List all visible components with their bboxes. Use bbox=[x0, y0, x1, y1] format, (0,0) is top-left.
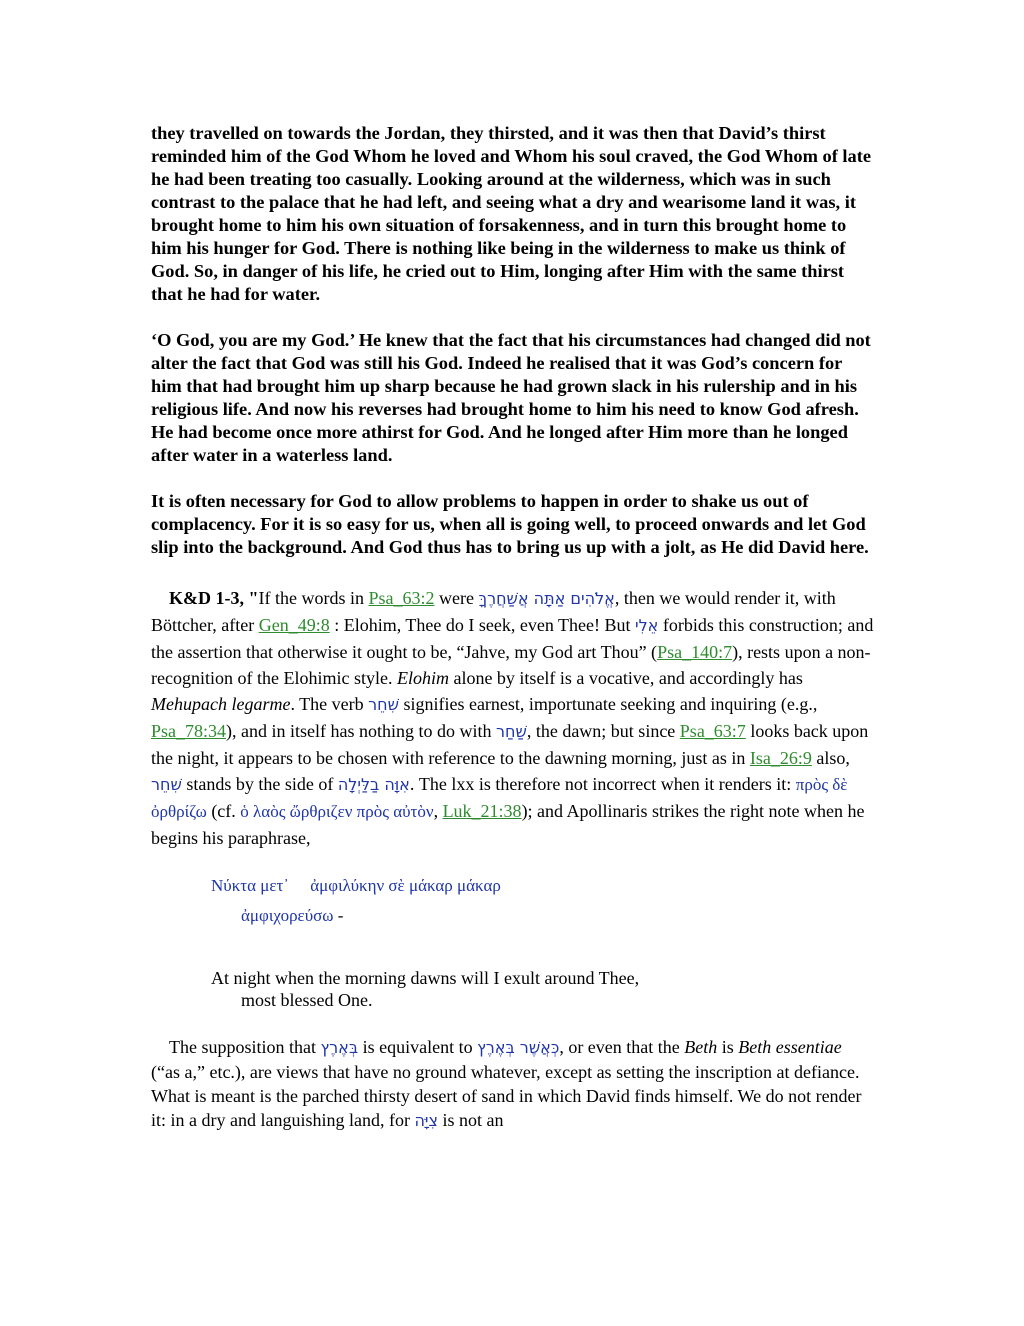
ref-psa-140-7[interactable]: Psa_140:7 bbox=[657, 642, 733, 662]
greek-poem-line-2: ἀμφιχορεύσω - bbox=[241, 906, 344, 925]
paragraph-thirst: they travelled on towards the Jordan, they thirsted, and it was then that David’s thirst reminded him of the God Whom he loved and Whom his soul craved, the God Whom of late he had been treating too casually. Looking around at the wilderness, which was in such contrast to the palace that he had left, and seeing what a dry and wearisome land it was, it brought home to him his own situation of forsakenness, and in turn this brought home to him his hunger for God. There is nothing like being in the wilderness to make us think of God. So, in danger of his life, he cried out to Him, longing after Him with the same thirst that he had for water. bbox=[151, 123, 872, 304]
paragraph-problems: It is often necessary for God to allow problems to happen in order to shake us out of complacency. For it is so easy for us, when all is going well, to proceed onwards and let God slip into the background. And God thus has to bring us up with a jolt, as He did David here. bbox=[151, 491, 869, 557]
hebrew-text: שִׁחֵר bbox=[368, 695, 399, 714]
hebrew-text: צִיָּה bbox=[414, 1111, 438, 1130]
hebrew-text: אֱלֹהִים אַתָּה אֲשַׁחֲרֶךָּ bbox=[478, 589, 615, 608]
english-poem-line-2: most blessed One. bbox=[241, 990, 373, 1010]
ref-luk-21-38[interactable]: Luk_21:38 bbox=[442, 801, 522, 821]
hebrew-text: אֵלִי bbox=[635, 616, 659, 635]
supposition-paragraph: The supposition that בְּאֶרֶץ is equivalent to כְּאֲשֶׁר בְּאֶרֶץ, or even that the Beth is Beth essentiae (“as a,” etc.), are views that have no ground whatever, except as setting the inscription at defiance. What is meant is the parched thirsty desert of sand in which David finds himself. We do not render it: in a dry and languishing land, for צִיָּה is not an bbox=[151, 1037, 862, 1130]
ref-psa-63-7[interactable]: Psa_63:7 bbox=[679, 721, 746, 741]
greek-text: ὁ λαὸς ὤρθριζεν πρὸς αὐτὸν bbox=[240, 802, 434, 821]
greek-poem-line-1: Νύκτα μετ᾽ ἀμφιλύκην σὲ μάκαρ μάκαρ bbox=[211, 876, 501, 895]
greek-text: πρὸς δὲ ὀρθρίζω bbox=[151, 775, 848, 821]
greek-poem bbox=[211, 871, 874, 931]
ref-isa-26-9[interactable]: Isa_26:9 bbox=[749, 748, 812, 768]
hebrew-text: שִׁחֵר bbox=[151, 775, 182, 794]
ref-psa-78-34[interactable]: Psa_78:34 bbox=[151, 721, 227, 741]
hebrew-text: כְּאֲשֶׁר בְּאֶרֶץ bbox=[477, 1038, 560, 1057]
english-poem-line-1: At night when the morning dawns will I exult around Thee, bbox=[211, 968, 640, 988]
english-poem bbox=[211, 967, 874, 1011]
ref-psa-63-2[interactable]: Psa_63:2 bbox=[368, 588, 435, 608]
hebrew-text: שַׁחַר bbox=[496, 722, 527, 741]
ref-gen-49-8[interactable]: Gen_49:8 bbox=[258, 615, 330, 635]
hebrew-text: אִוָּה בַלַּיְלָה bbox=[337, 775, 410, 794]
paragraph-o-god: ‘O God, you are my God.’ He knew that the fact that his circumstances had changed did not alter the fact that God was still his God. Indeed he realised that it was God’s concern for him that had brought him up sharp because he had grown slack in his rulership and in his religious life. And now his reverses had brought home to him his need to know God afresh. He had become once more athirst for God. And he longed after Him more than he longed after water in a waterless land. bbox=[151, 330, 871, 465]
kd-label: K&D 1-3, " bbox=[169, 588, 259, 608]
kd-commentary: K&D 1-3, "If the words in Psa_63:2 were אֱלֹהִים אַתָּה אֲשַׁחֲרֶךָּ, then we would render it, with Böttcher, after Gen_49:8 : Elohim, Thee do I seek, even Thee! But אֵלִי forbids this construction; and the assertion that otherwise it ought to be, “Jahve, my God art Thou” (Psa_140:7), rests upon a non-recognition of the Elohimic style. Elohim alone by itself is a vocative, and accordingly has Mehupach legarme. The verb שִׁחֵר signifies earnest, importunate seeking and inquiring (e.g., Psa_78:34), and in itself has nothing to do with שַׁחַר, the dawn; but since Psa_63:7 looks back upon the night, it appears to be chosen with reference to the dawning morning, just as in Isa_26:9 also, שִׁחֵר stands by the side of אִוָּה בַלַּיְלָה. The lxx is therefore not incorrect when it renders it: πρὸς δὲ ὀρθρίζω (cf. ὁ λαὸς ὤρθριζεν πρὸς αὐτὸν, Luk_21:38); and Apollinaris strikes the right note when he begins his paraphrase, bbox=[151, 588, 874, 848]
hebrew-text: בְּאֶרֶץ bbox=[320, 1038, 359, 1057]
